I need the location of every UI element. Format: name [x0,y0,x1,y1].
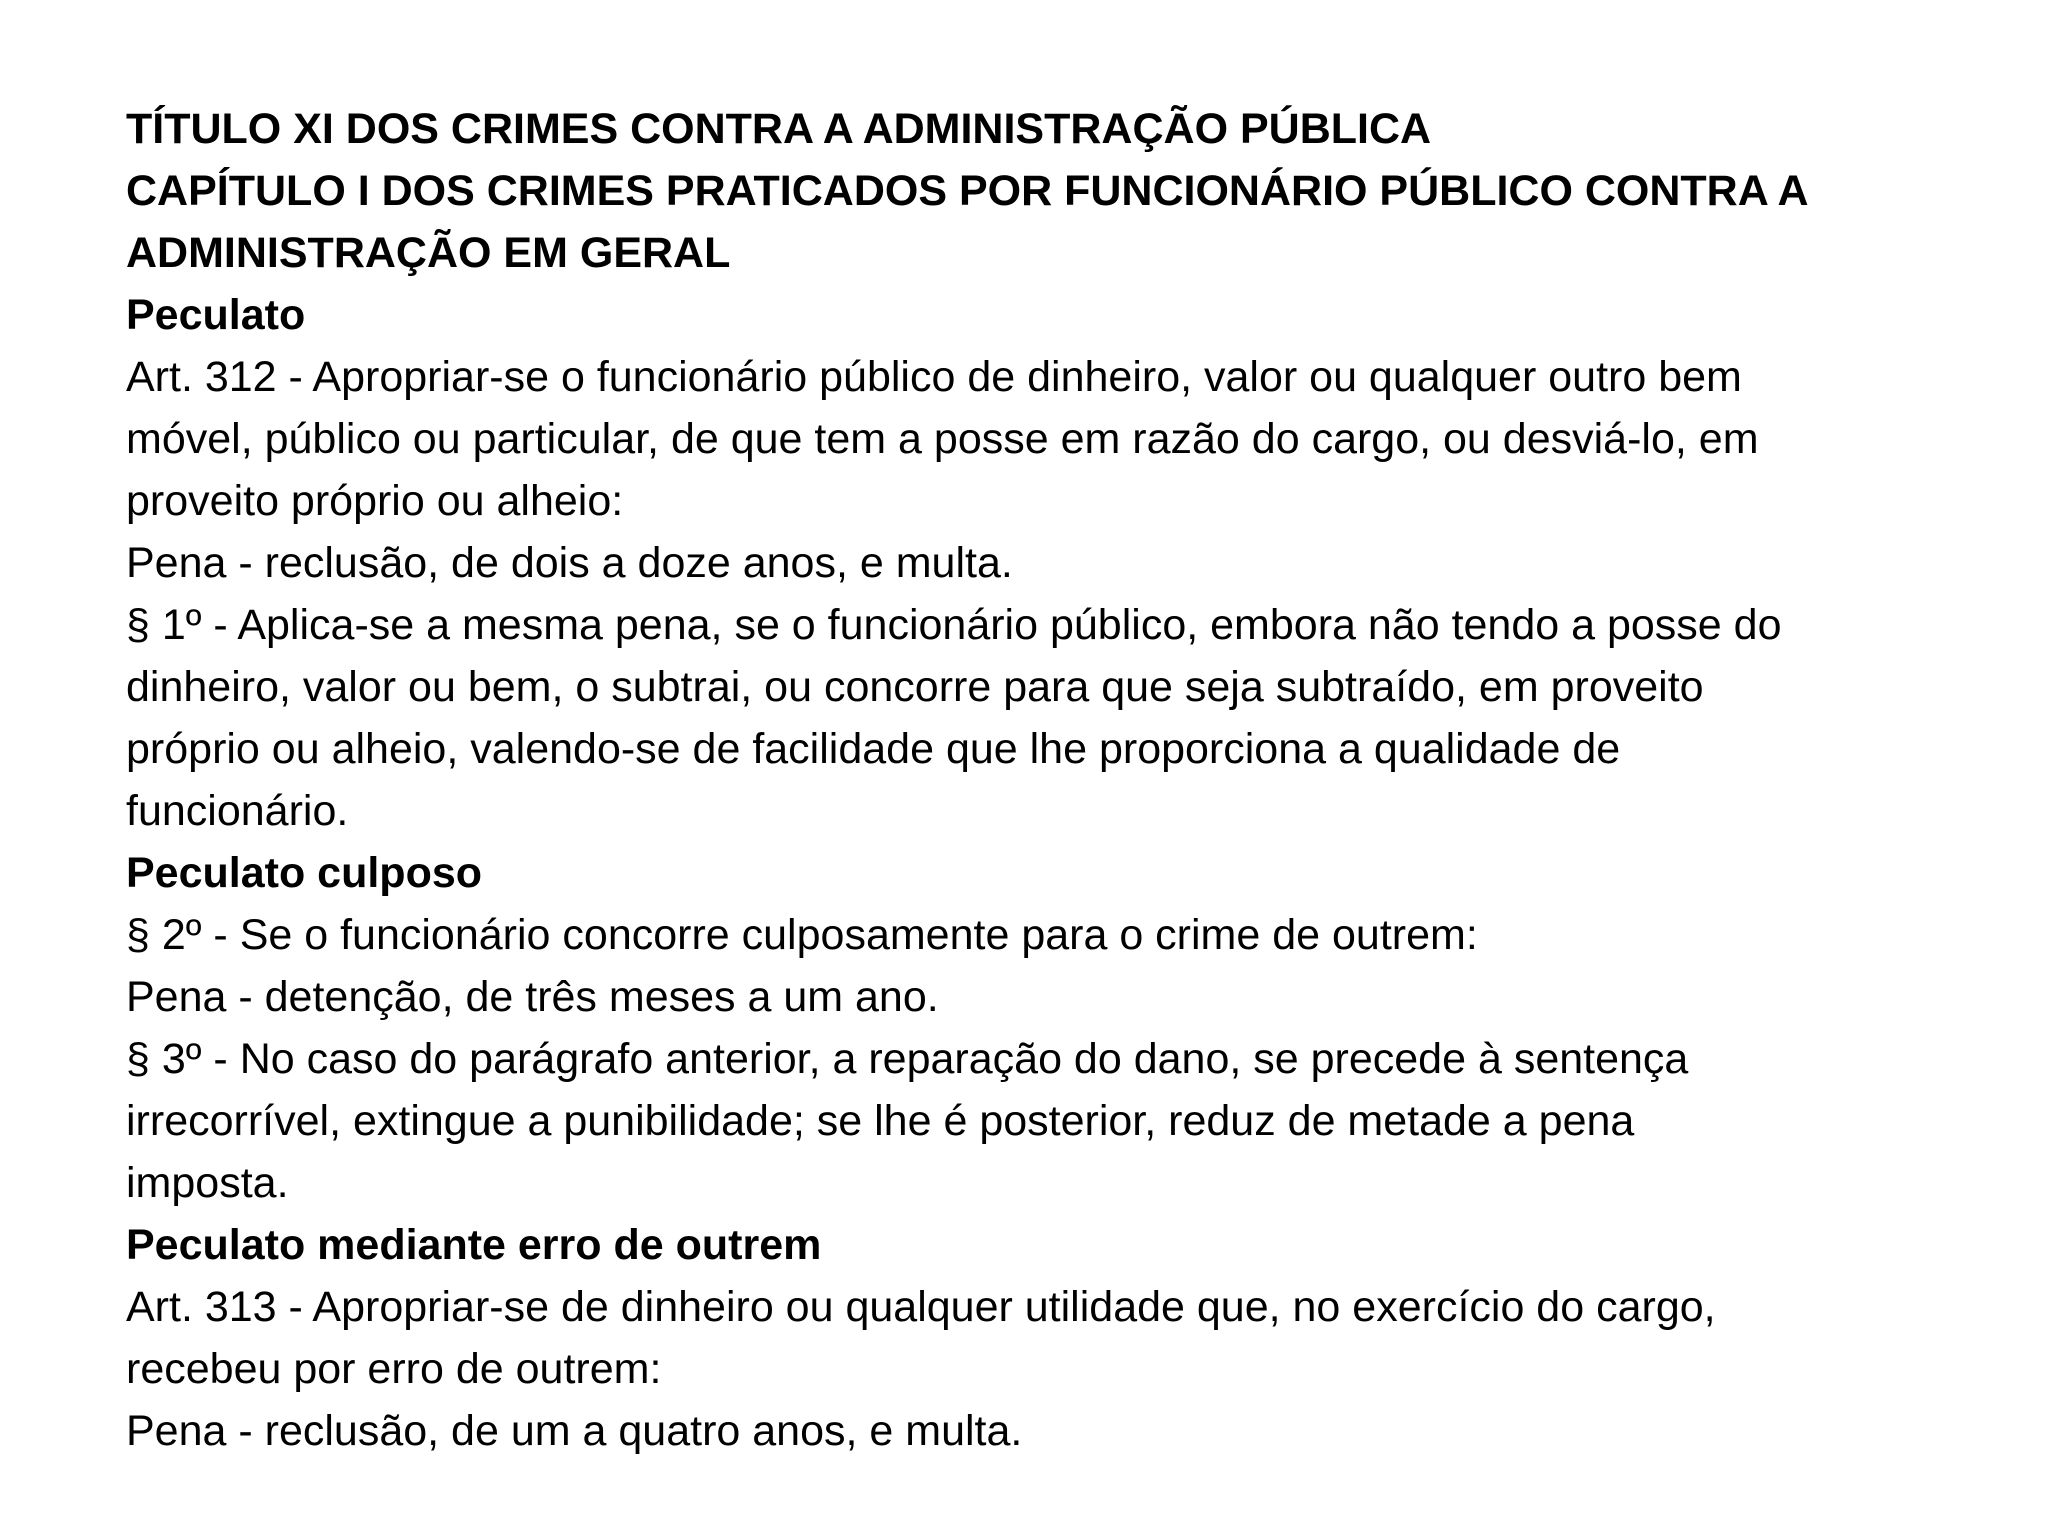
paragraph-1-line-3: próprio ou alheio, valendo-se de facilidade que lhe proporciona a qualidade de [126,725,1621,773]
paragraph-3-line-3: imposta. [126,1159,289,1207]
paragraph-2-penalty: Pena - detenção, de três meses a um ano. [126,973,939,1021]
title-heading: TÍTULO XI DOS CRIMES CONTRA A ADMINISTRAÇÃO PÚBLICA [126,105,1432,153]
section-heading-peculato: Peculato [126,291,306,339]
chapter-heading-line-1: CAPÍTULO I DOS CRIMES PRATICADOS POR FUNCIONÁRIO PÚBLICO CONTRA A [126,167,1809,215]
paragraph-3-line-1: § 3º - No caso do parágrafo anterior, a reparação do dano, se precede à sentença [126,1035,1689,1083]
paragraph-2: § 2º - Se o funcionário concorre culposamente para o crime de outrem: [126,911,1478,959]
article-312-line-2: móvel, público ou particular, de que tem a posse em razão do cargo, ou desviá-lo, em [126,415,1759,463]
article-313-penalty: Pena - reclusão, de um a quatro anos, e multa. [126,1407,1023,1455]
section-heading-peculato-culposo: Peculato culposo [126,849,483,897]
section-heading-peculato-erro: Peculato mediante erro de outrem [126,1221,822,1269]
document-body [126,98,1966,1462]
chapter-heading-line-2: ADMINISTRAÇÃO EM GERAL [126,229,731,277]
article-313-line-2: recebeu por erro de outrem: [126,1345,662,1393]
paragraph-1-line-4: funcionário. [126,787,349,835]
article-313-line-1: Art. 313 - Apropriar-se de dinheiro ou qualquer utilidade que, no exercício do cargo, [126,1283,1716,1331]
article-312-penalty: Pena - reclusão, de dois a doze anos, e multa. [126,539,1013,587]
article-312-line-3: proveito próprio ou alheio: [126,477,624,525]
paragraph-1-line-2: dinheiro, valor ou bem, o subtrai, ou concorre para que seja subtraído, em proveito [126,663,1704,711]
paragraph-1-line-1: § 1º - Aplica-se a mesma pena, se o funcionário público, embora não tendo a posse do [126,601,1782,649]
article-312-line-1: Art. 312 - Apropriar-se o funcionário público de dinheiro, valor ou qualquer outro bem [126,353,1742,401]
paragraph-3-line-2: irrecorrível, extingue a punibilidade; se lhe é posterior, reduz de metade a pena [126,1097,1635,1145]
